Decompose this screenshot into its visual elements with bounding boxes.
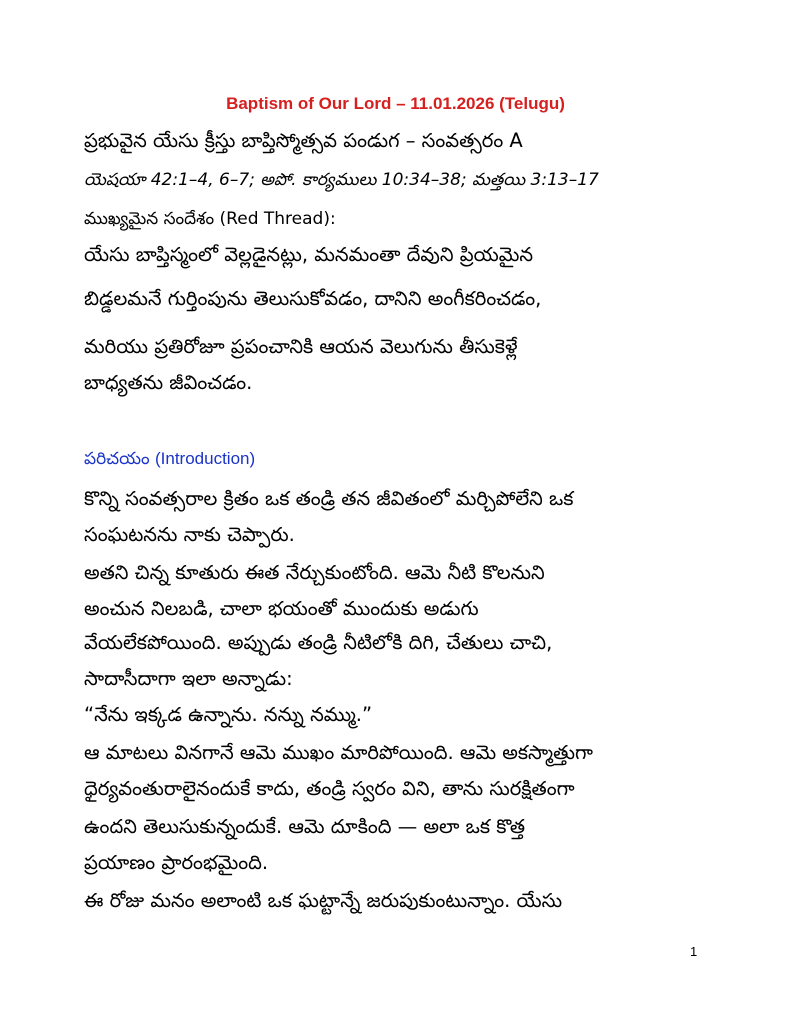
intro-quote: “నేను ఇక్కడ ఉన్నాను. నన్ను నమ్ము.” (84, 703, 373, 726)
red-thread-line: యేసు బాప్తిస్మంలో వెల్లడైనట్లు, మనమంతా దేవుని ప్రియమైన (84, 243, 534, 266)
intro-line: ఈ రోజు మనం అలాంటి ఒక ఘట్టాన్నే జరుపుకుంటున్నాం. యేసు (84, 889, 563, 912)
introduction-heading-english: (Introduction) (154, 449, 256, 468)
intro-line: ధైర్యవంతురాలైనందుకే కాదు, తండ్రి స్వరం విని, తాను సురక్షితంగా (84, 777, 575, 800)
intro-line: ప్రయాణం ప్రారంభమైంది. (84, 851, 269, 874)
intro-line: సంఘటనను నాకు చెప్పారు. (84, 523, 295, 546)
introduction-heading (84, 449, 255, 469)
intro-line: వేయలేకపోయింది. అప్పుడు తండ్రి నీటిలోకి దిగి, చేతులు చాచి, (84, 631, 553, 654)
intro-line: ఉందని తెలుసుకున్నందుకే. ఆమె దూకింది — అలా ఒక కొత్త (84, 815, 525, 838)
intro-line: సాదాసీదాగా ఇలా అన్నాడు: (84, 667, 293, 690)
intro-line: అంచున నిలబడి, చాలా భయంతో ముందుకు అడుగు (84, 597, 479, 620)
introduction-heading-telugu: పరిచయం (84, 449, 150, 469)
document-title: Baptism of Our Lord – 11.01.2026 (Telugu) (226, 94, 565, 113)
red-thread-line: బాధ్యతను జీవించడం. (84, 371, 253, 394)
red-thread-line: బిడ్డలమనే గుర్తింపును తెలుసుకోవడం, దానిని అంగీకరించడం, (84, 287, 542, 310)
page-number: 1 (690, 944, 698, 959)
red-thread-line: మరియు ప్రతిరోజూ ప్రపంచానికి ఆయన వెలుగును తీసుకెళ్లే (84, 335, 518, 358)
intro-line: కొన్ని సంవత్సరాల క్రితం ఒక తండ్రి తన జీవితంలో మర్చిపోలేని ఒక (84, 487, 574, 510)
intro-line: అతని చిన్న కూతురు ఈత నేర్చుకుంటోంది. ఆమె నీటి కొలనుని (84, 561, 545, 584)
red-thread-heading: ముఖ్యమైన సందేశం (Red Thread): (84, 209, 336, 229)
intro-line: ఆ మాటలు వినగానే ఆమె ముఖం మారిపోయింది. ఆమె అకస్మాత్తుగా (84, 741, 593, 764)
scripture-readings: యెషయా 42:1–4, 6–7; అపో. కార్యములు 10:34–38; మత్తయి 3:13–17 (84, 170, 599, 190)
feast-title: ప్రభువైన యేసు క్రీస్తు బాప్తిస్మోత్సవ పండుగ – సంవత్సరం A (84, 129, 523, 152)
